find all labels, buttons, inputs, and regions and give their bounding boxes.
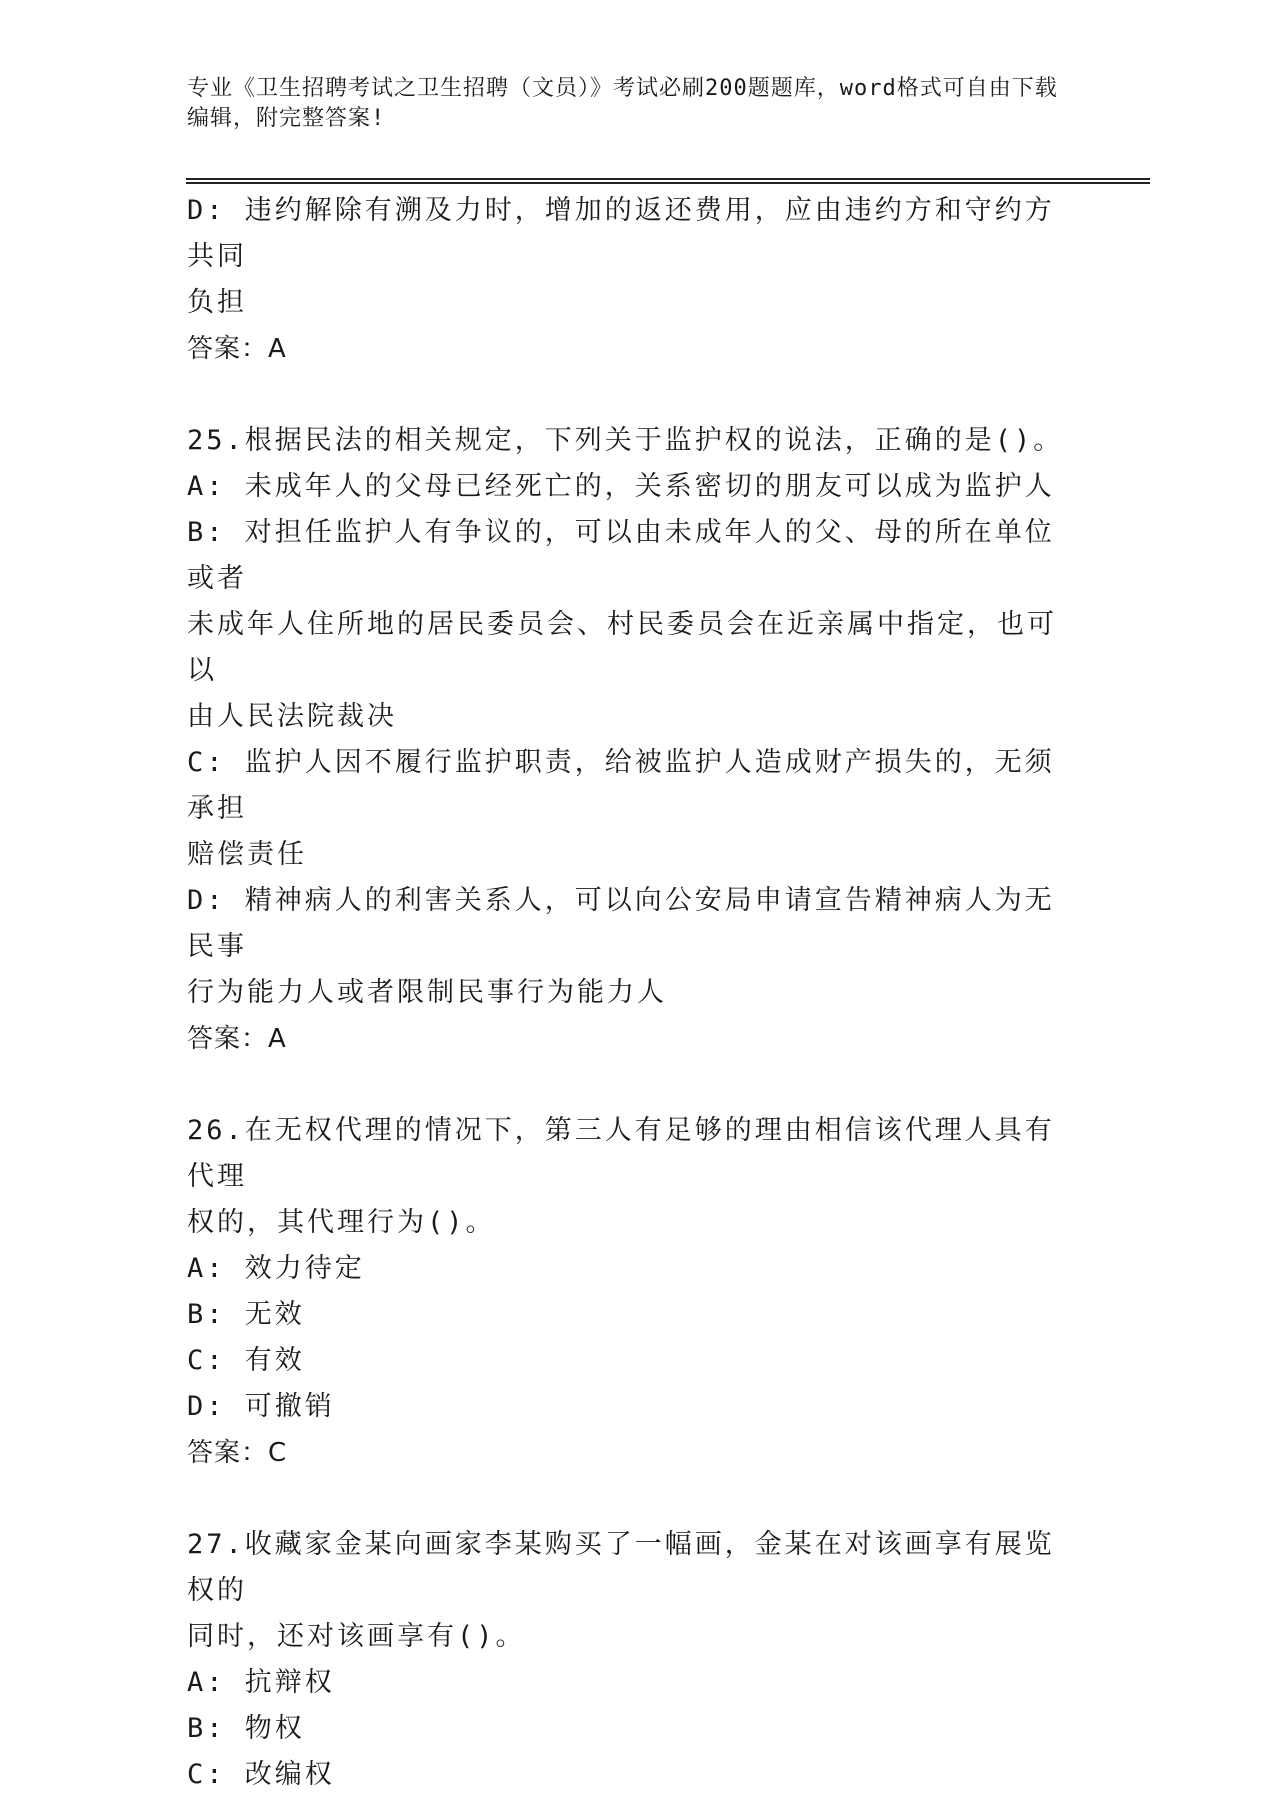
document-header: [187, 74, 1067, 134]
question-24-tail: [187, 188, 1077, 372]
question-stem-line: 同时，还对该画享有()。: [187, 1621, 526, 1652]
header-title: 专业《卫生招聘考试之卫生招聘（文员）》考试必刷200题题库，word格式可自由下载编辑，附完整答案!: [187, 76, 1058, 131]
option-b: B: 无效: [187, 1299, 305, 1330]
answer-line: 答案：A: [187, 334, 287, 364]
option-c: C: 改编权: [187, 1759, 335, 1790]
question-stem-line: 权的，其代理行为()。: [187, 1207, 496, 1238]
question-stem: 25.根据民法的相关规定，下列关于监护权的说法，正确的是()。: [187, 425, 1064, 456]
option-a: A: 效力待定: [187, 1253, 365, 1284]
option-c-line: C: 监护人因不履行监护职责，给被监护人造成财产损失的，无须承担: [187, 747, 1055, 824]
option-d-line: 负担: [187, 287, 247, 318]
answer-line: 答案：A: [187, 1024, 287, 1054]
option-a: A: 抗辩权: [187, 1667, 335, 1698]
question-27: [187, 1522, 1077, 1798]
header-rule-top: [186, 178, 1150, 180]
spacer: [187, 1476, 1077, 1522]
question-stem-line: 27.收藏家金某向画家李某购买了一幅画，金某在对该画享有展览权的: [187, 1529, 1055, 1606]
option-b-line: 未成年人住所地的居民委员会、村民委员会在近亲属中指定，也可以: [187, 609, 1057, 686]
option-d: D: 可撤销: [187, 1391, 335, 1422]
header-rule-bottom: [186, 182, 1150, 184]
document-body: [187, 188, 1077, 1798]
option-b-line: B: 对担任监护人有争议的，可以由未成年人的父、母的所在单位或者: [187, 517, 1055, 594]
question-25: [187, 418, 1077, 1062]
answer-line: 答案：C: [187, 1438, 288, 1468]
option-d-line: D: 违约解除有溯及力时，增加的返还费用，应由违约方和守约方共同: [187, 195, 1055, 272]
option-d-line: D: 精神病人的利害关系人，可以向公安局申请宣告精神病人为无民事: [187, 885, 1055, 962]
option-c: C: 有效: [187, 1345, 305, 1376]
option-c-line: 赔偿责任: [187, 839, 307, 870]
option-d-line: 行为能力人或者限制民事行为能力人: [187, 977, 667, 1008]
option-b-line: 由人民法院裁决: [187, 701, 397, 732]
spacer: [187, 372, 1077, 418]
option-b: B: 物权: [187, 1713, 305, 1744]
spacer: [187, 1062, 1077, 1108]
question-stem-line: 26.在无权代理的情况下，第三人有足够的理由相信该代理人具有代理: [187, 1115, 1055, 1192]
question-26: [187, 1108, 1077, 1476]
option-a: A: 未成年人的父母已经死亡的，关系密切的朋友可以成为监护人: [187, 471, 1055, 502]
